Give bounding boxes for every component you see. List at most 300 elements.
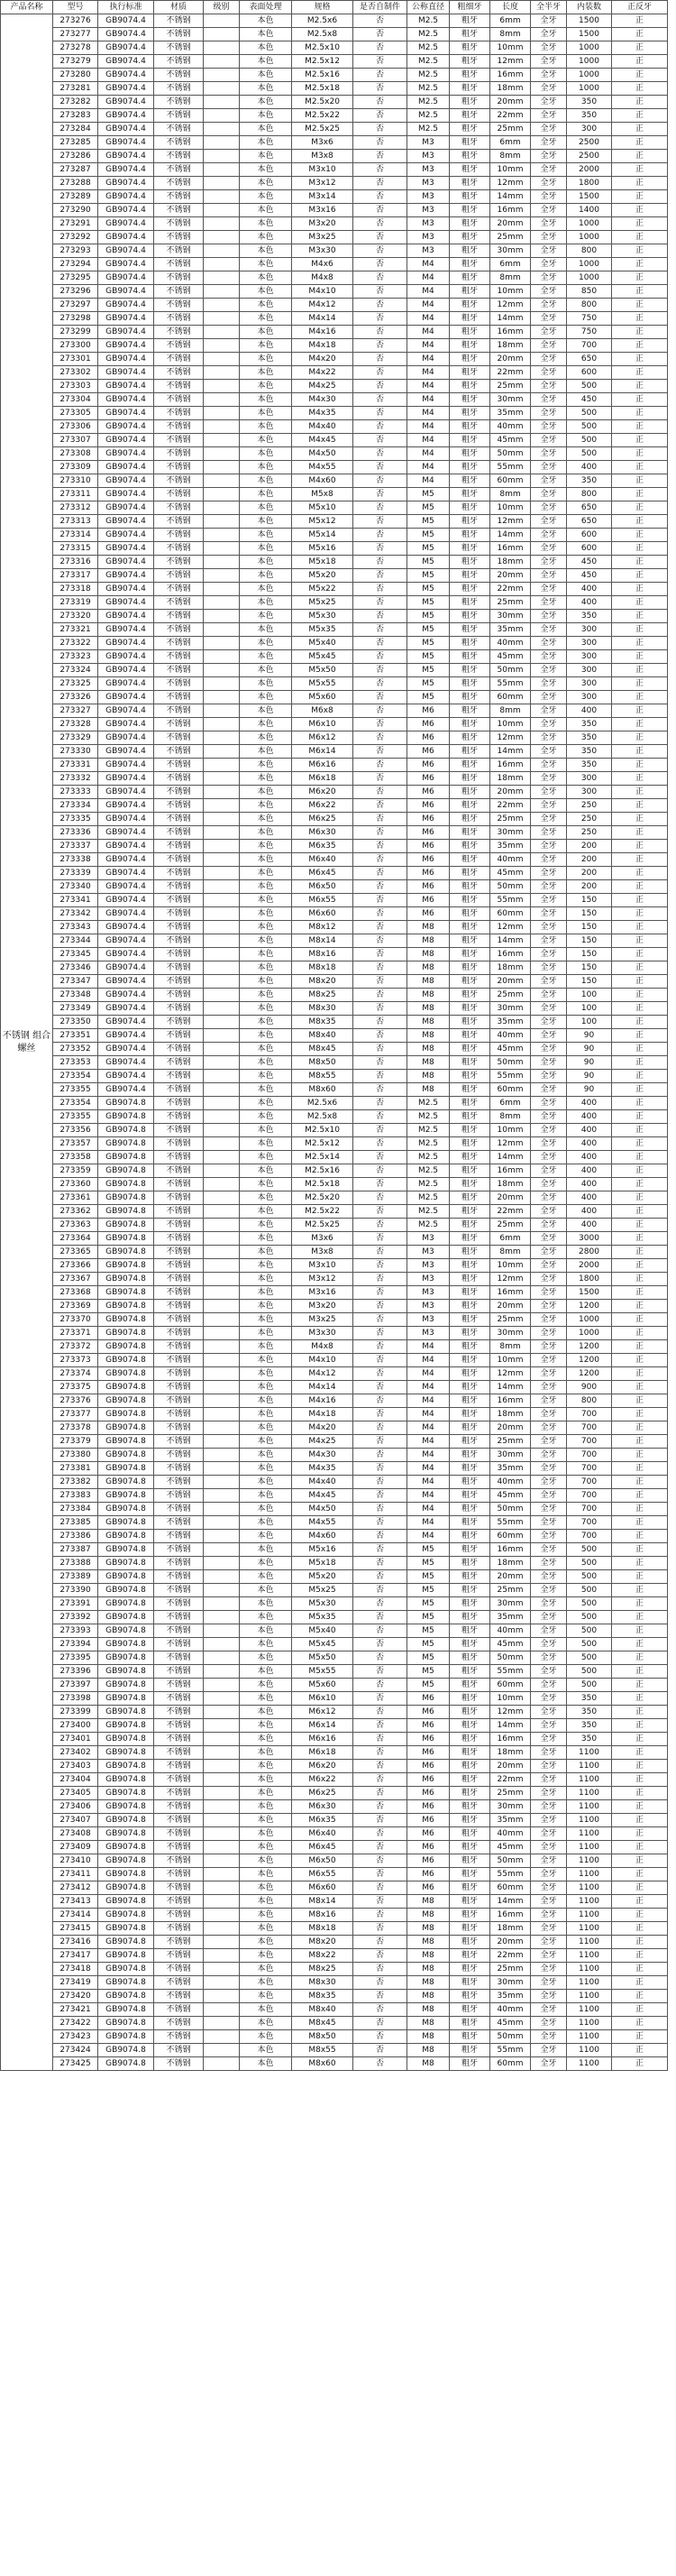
quantity-cell: 700 — [567, 1462, 612, 1476]
thread-cell: 粗牙 — [450, 1151, 490, 1164]
self-made-cell: 否 — [353, 393, 407, 407]
diameter-cell: M6 — [407, 1692, 450, 1706]
model-cell: 273298 — [53, 312, 98, 326]
model-cell: 273319 — [53, 596, 98, 610]
full-half-cell: 全牙 — [531, 1949, 567, 1963]
spec-cell: M8x60 — [292, 2057, 353, 2071]
direction-cell: 正 — [612, 1043, 668, 1056]
spec-cell: M4x30 — [292, 393, 353, 407]
table-row — [1, 1516, 668, 1530]
table-row — [1, 786, 668, 799]
length-cell: 14mm — [490, 1719, 531, 1733]
material-cell: 不锈钢 — [154, 1773, 204, 1787]
length-cell: 10mm — [490, 1354, 531, 1367]
length-cell: 12mm — [490, 177, 531, 190]
thread-cell: 粗牙 — [450, 1800, 490, 1814]
model-cell: 273277 — [53, 28, 98, 41]
surface-cell: 本色 — [240, 150, 292, 163]
grade-cell — [204, 190, 240, 204]
table-row — [1, 434, 668, 447]
standard-cell: GB9074.4 — [98, 285, 154, 299]
diameter-cell: M8 — [407, 1990, 450, 2003]
material-cell: 不锈钢 — [154, 339, 204, 353]
thread-cell: 粗牙 — [450, 461, 490, 474]
standard-cell: GB9074.8 — [98, 1151, 154, 1164]
diameter-cell: M4 — [407, 393, 450, 407]
length-cell: 25mm — [490, 1963, 531, 1976]
model-cell: 273359 — [53, 1164, 98, 1178]
grade-cell — [204, 1191, 240, 1205]
table-row — [1, 1611, 668, 1624]
surface-cell: 本色 — [240, 1922, 292, 1936]
thread-cell: 粗牙 — [450, 1381, 490, 1394]
standard-cell: GB9074.4 — [98, 813, 154, 826]
length-cell: 25mm — [490, 1313, 531, 1327]
self-made-cell: 否 — [353, 515, 407, 529]
material-cell: 不锈钢 — [154, 447, 204, 461]
spec-cell: M2.5x20 — [292, 1191, 353, 1205]
diameter-cell: M6 — [407, 799, 450, 813]
standard-cell: GB9074.4 — [98, 150, 154, 163]
surface-cell: 本色 — [240, 258, 292, 271]
diameter-cell: M3 — [407, 231, 450, 244]
model-cell: 273309 — [53, 461, 98, 474]
length-cell: 60mm — [490, 1530, 531, 1543]
quantity-cell: 500 — [567, 1679, 612, 1692]
direction-cell: 正 — [612, 1936, 668, 1949]
thread-cell: 粗牙 — [450, 718, 490, 731]
model-cell: 273353 — [53, 1056, 98, 1070]
table-row — [1, 96, 668, 109]
diameter-cell: M2.5 — [407, 41, 450, 55]
diameter-cell: M5 — [407, 1679, 450, 1692]
direction-cell: 正 — [612, 1462, 668, 1476]
full-half-cell: 全牙 — [531, 691, 567, 704]
quantity-cell: 700 — [567, 1489, 612, 1503]
diameter-cell: M4 — [407, 299, 450, 312]
material-cell: 不锈钢 — [154, 380, 204, 393]
spec-cell: M6x40 — [292, 853, 353, 867]
surface-cell: 本色 — [240, 1313, 292, 1327]
length-cell: 25mm — [490, 1435, 531, 1449]
model-cell: 273360 — [53, 1178, 98, 1191]
self-made-cell: 否 — [353, 231, 407, 244]
self-made-cell: 否 — [353, 1922, 407, 1936]
diameter-cell: M4 — [407, 1530, 450, 1543]
self-made-cell: 否 — [353, 1110, 407, 1124]
surface-cell: 本色 — [240, 1530, 292, 1543]
model-cell: 273401 — [53, 1733, 98, 1746]
table-row — [1, 488, 668, 501]
self-made-cell: 否 — [353, 28, 407, 41]
self-made-cell: 否 — [353, 813, 407, 826]
thread-cell: 粗牙 — [450, 1246, 490, 1259]
self-made-cell: 否 — [353, 786, 407, 799]
grade-cell — [204, 989, 240, 1002]
table-row — [1, 299, 668, 312]
quantity-cell: 700 — [567, 1476, 612, 1489]
full-half-cell: 全牙 — [531, 759, 567, 772]
spec-cell: M8x35 — [292, 1016, 353, 1029]
model-cell: 273279 — [53, 55, 98, 69]
table-row — [1, 285, 668, 299]
model-cell: 273400 — [53, 1719, 98, 1733]
spec-cell: M4x50 — [292, 447, 353, 461]
spec-cell: M8x12 — [292, 921, 353, 934]
grade-cell — [204, 1354, 240, 1367]
model-cell: 273363 — [53, 1219, 98, 1232]
standard-cell: GB9074.4 — [98, 366, 154, 380]
length-cell: 8mm — [490, 1110, 531, 1124]
full-half-cell: 全牙 — [531, 2017, 567, 2030]
grade-cell — [204, 1922, 240, 1936]
header-cell: 全半牙 — [531, 1, 567, 14]
grade-cell — [204, 894, 240, 907]
spec-cell: M2.5x8 — [292, 28, 353, 41]
surface-cell: 本色 — [240, 55, 292, 69]
standard-cell: GB9074.8 — [98, 1449, 154, 1462]
diameter-cell: M2.5 — [407, 1178, 450, 1191]
full-half-cell: 全牙 — [531, 271, 567, 285]
standard-cell: GB9074.4 — [98, 623, 154, 637]
direction-cell: 正 — [612, 1259, 668, 1273]
full-half-cell: 全牙 — [531, 731, 567, 745]
thread-cell: 粗牙 — [450, 556, 490, 569]
spec-cell: M6x12 — [292, 1706, 353, 1719]
direction-cell: 正 — [612, 1773, 668, 1787]
material-cell: 不锈钢 — [154, 1435, 204, 1449]
table-row — [1, 1029, 668, 1043]
standard-cell: GB9074.4 — [98, 339, 154, 353]
model-cell: 273383 — [53, 1489, 98, 1503]
thread-cell: 粗牙 — [450, 1597, 490, 1611]
thread-cell: 粗牙 — [450, 434, 490, 447]
table-row — [1, 759, 668, 772]
self-made-cell: 否 — [353, 447, 407, 461]
material-cell: 不锈钢 — [154, 975, 204, 989]
model-cell: 273318 — [53, 583, 98, 596]
standard-cell: GB9074.4 — [98, 177, 154, 190]
grade-cell — [204, 786, 240, 799]
length-cell: 18mm — [490, 1178, 531, 1191]
quantity-cell: 1100 — [567, 1963, 612, 1976]
model-cell: 273336 — [53, 826, 98, 840]
model-cell: 273404 — [53, 1773, 98, 1787]
self-made-cell: 否 — [353, 745, 407, 759]
surface-cell: 本色 — [240, 1949, 292, 1963]
model-cell: 273332 — [53, 772, 98, 786]
self-made-cell: 否 — [353, 1219, 407, 1232]
model-cell: 273365 — [53, 1246, 98, 1259]
model-cell: 273348 — [53, 989, 98, 1002]
direction-cell: 正 — [612, 271, 668, 285]
quantity-cell: 200 — [567, 853, 612, 867]
quantity-cell: 300 — [567, 677, 612, 691]
surface-cell: 本色 — [240, 664, 292, 677]
diameter-cell: M6 — [407, 894, 450, 907]
diameter-cell: M2.5 — [407, 123, 450, 136]
surface-cell: 本色 — [240, 813, 292, 826]
surface-cell: 本色 — [240, 447, 292, 461]
thread-cell: 粗牙 — [450, 1408, 490, 1421]
length-cell: 40mm — [490, 637, 531, 650]
surface-cell: 本色 — [240, 312, 292, 326]
thread-cell: 粗牙 — [450, 1854, 490, 1868]
standard-cell: GB9074.8 — [98, 2057, 154, 2071]
self-made-cell: 否 — [353, 1246, 407, 1259]
quantity-cell: 900 — [567, 1381, 612, 1394]
material-cell: 不锈钢 — [154, 1421, 204, 1435]
self-made-cell: 否 — [353, 109, 407, 123]
length-cell: 6mm — [490, 1232, 531, 1246]
thread-cell: 粗牙 — [450, 1990, 490, 2003]
self-made-cell: 否 — [353, 1976, 407, 1990]
material-cell: 不锈钢 — [154, 1070, 204, 1083]
direction-cell: 正 — [612, 853, 668, 867]
spec-cell: M8x55 — [292, 2044, 353, 2057]
quantity-cell: 1400 — [567, 204, 612, 217]
table-row — [1, 28, 668, 41]
length-cell: 45mm — [490, 1841, 531, 1854]
diameter-cell: M4 — [407, 285, 450, 299]
quantity-cell: 1100 — [567, 1827, 612, 1841]
spec-cell: M6x30 — [292, 1800, 353, 1814]
self-made-cell: 否 — [353, 1205, 407, 1219]
self-made-cell: 否 — [353, 217, 407, 231]
standard-cell: GB9074.8 — [98, 1097, 154, 1110]
surface-cell: 本色 — [240, 975, 292, 989]
self-made-cell: 否 — [353, 691, 407, 704]
spec-cell: M5x45 — [292, 650, 353, 664]
quantity-cell: 200 — [567, 880, 612, 894]
grade-cell — [204, 461, 240, 474]
diameter-cell: M4 — [407, 258, 450, 271]
spec-cell: M3x12 — [292, 1273, 353, 1286]
grade-cell — [204, 1097, 240, 1110]
table-row — [1, 217, 668, 231]
surface-cell: 本色 — [240, 1841, 292, 1854]
diameter-cell: M4 — [407, 407, 450, 420]
model-cell: 273284 — [53, 123, 98, 136]
length-cell: 18mm — [490, 1746, 531, 1760]
diameter-cell: M8 — [407, 1043, 450, 1056]
surface-cell: 本色 — [240, 109, 292, 123]
full-half-cell: 全牙 — [531, 1449, 567, 1462]
self-made-cell: 否 — [353, 1354, 407, 1367]
thread-cell: 粗牙 — [450, 1733, 490, 1746]
quantity-cell: 400 — [567, 1151, 612, 1164]
grade-cell — [204, 1151, 240, 1164]
model-cell: 273390 — [53, 1584, 98, 1597]
self-made-cell: 否 — [353, 1070, 407, 1083]
quantity-cell: 350 — [567, 731, 612, 745]
quantity-cell: 1800 — [567, 1273, 612, 1286]
standard-cell: GB9074.8 — [98, 1787, 154, 1800]
grade-cell — [204, 2003, 240, 2017]
spec-cell: M2.5x22 — [292, 1205, 353, 1219]
surface-cell: 本色 — [240, 1719, 292, 1733]
direction-cell: 正 — [612, 163, 668, 177]
table-row — [1, 1462, 668, 1476]
standard-cell: GB9074.4 — [98, 637, 154, 650]
diameter-cell: M6 — [407, 1760, 450, 1773]
direction-cell: 正 — [612, 826, 668, 840]
thread-cell: 粗牙 — [450, 596, 490, 610]
direction-cell: 正 — [612, 623, 668, 637]
surface-cell: 本色 — [240, 217, 292, 231]
surface-cell: 本色 — [240, 1097, 292, 1110]
standard-cell: GB9074.8 — [98, 1421, 154, 1435]
length-cell: 50mm — [490, 664, 531, 677]
self-made-cell: 否 — [353, 569, 407, 583]
length-cell: 30mm — [490, 1002, 531, 1016]
table-row — [1, 1841, 668, 1854]
direction-cell: 正 — [612, 109, 668, 123]
full-half-cell: 全牙 — [531, 840, 567, 853]
self-made-cell: 否 — [353, 1043, 407, 1056]
surface-cell: 本色 — [240, 1557, 292, 1570]
grade-cell — [204, 704, 240, 718]
material-cell: 不锈钢 — [154, 1503, 204, 1516]
full-half-cell: 全牙 — [531, 1300, 567, 1313]
direction-cell: 正 — [612, 366, 668, 380]
material-cell: 不锈钢 — [154, 1381, 204, 1394]
surface-cell: 本色 — [240, 623, 292, 637]
spec-cell: M6x18 — [292, 1746, 353, 1760]
full-half-cell: 全牙 — [531, 501, 567, 515]
direction-cell: 正 — [612, 1408, 668, 1421]
grade-cell — [204, 961, 240, 975]
table-row — [1, 41, 668, 55]
self-made-cell: 否 — [353, 1178, 407, 1191]
model-cell: 273424 — [53, 2044, 98, 2057]
table-row — [1, 1043, 668, 1056]
thread-cell: 粗牙 — [450, 2057, 490, 2071]
surface-cell: 本色 — [240, 637, 292, 650]
table-row — [1, 637, 668, 650]
model-cell: 273299 — [53, 326, 98, 339]
thread-cell: 粗牙 — [450, 1300, 490, 1313]
diameter-cell: M6 — [407, 1787, 450, 1800]
thread-cell: 粗牙 — [450, 380, 490, 393]
grade-cell — [204, 1814, 240, 1827]
table-row — [1, 1881, 668, 1895]
direction-cell: 正 — [612, 1300, 668, 1313]
table-row — [1, 1922, 668, 1936]
standard-cell: GB9074.4 — [98, 14, 154, 28]
material-cell: 不锈钢 — [154, 1408, 204, 1421]
diameter-cell: M3 — [407, 177, 450, 190]
thread-cell: 粗牙 — [450, 1922, 490, 1936]
self-made-cell: 否 — [353, 1029, 407, 1043]
diameter-cell: M6 — [407, 880, 450, 894]
diameter-cell: M8 — [407, 948, 450, 961]
length-cell: 45mm — [490, 434, 531, 447]
self-made-cell: 否 — [353, 380, 407, 393]
thread-cell: 粗牙 — [450, 1043, 490, 1056]
surface-cell: 本色 — [240, 691, 292, 704]
model-cell: 273409 — [53, 1841, 98, 1854]
thread-cell: 粗牙 — [450, 217, 490, 231]
diameter-cell: M3 — [407, 1232, 450, 1246]
direction-cell: 正 — [612, 1733, 668, 1746]
spec-cell: M8x45 — [292, 1043, 353, 1056]
thread-cell: 粗牙 — [450, 1827, 490, 1841]
self-made-cell: 否 — [353, 366, 407, 380]
full-half-cell: 全牙 — [531, 285, 567, 299]
quantity-cell: 400 — [567, 596, 612, 610]
length-cell: 60mm — [490, 1083, 531, 1097]
spec-cell: M6x20 — [292, 1760, 353, 1773]
thread-cell: 粗牙 — [450, 894, 490, 907]
thread-cell: 粗牙 — [450, 1949, 490, 1963]
quantity-cell: 1200 — [567, 1367, 612, 1381]
quantity-cell: 90 — [567, 1083, 612, 1097]
direction-cell: 正 — [612, 285, 668, 299]
direction-cell: 正 — [612, 1787, 668, 1800]
direction-cell: 正 — [612, 2003, 668, 2017]
spec-cell: M6x12 — [292, 731, 353, 745]
diameter-cell: M6 — [407, 867, 450, 880]
model-cell: 273349 — [53, 1002, 98, 1016]
standard-cell: GB9074.4 — [98, 529, 154, 542]
diameter-cell: M5 — [407, 488, 450, 501]
material-cell: 不锈钢 — [154, 1814, 204, 1827]
model-cell: 273362 — [53, 1205, 98, 1219]
material-cell: 不锈钢 — [154, 556, 204, 569]
grade-cell — [204, 1029, 240, 1043]
grade-cell — [204, 1002, 240, 1016]
table-row — [1, 826, 668, 840]
full-half-cell: 全牙 — [531, 1408, 567, 1421]
surface-cell: 本色 — [240, 1895, 292, 1909]
diameter-cell: M8 — [407, 1070, 450, 1083]
self-made-cell: 否 — [353, 136, 407, 150]
table-row — [1, 1124, 668, 1137]
table-row — [1, 664, 668, 677]
surface-cell: 本色 — [240, 1814, 292, 1827]
material-cell: 不锈钢 — [154, 461, 204, 474]
direction-cell: 正 — [612, 1029, 668, 1043]
standard-cell: GB9074.8 — [98, 1367, 154, 1381]
spec-cell: M5x40 — [292, 637, 353, 650]
self-made-cell: 否 — [353, 853, 407, 867]
length-cell: 12mm — [490, 731, 531, 745]
length-cell: 22mm — [490, 1773, 531, 1787]
thread-cell: 粗牙 — [450, 1679, 490, 1692]
self-made-cell: 否 — [353, 989, 407, 1002]
model-cell: 273393 — [53, 1624, 98, 1638]
model-cell: 273286 — [53, 150, 98, 163]
surface-cell: 本色 — [240, 1259, 292, 1273]
diameter-cell: M5 — [407, 1665, 450, 1679]
direction-cell: 正 — [612, 2044, 668, 2057]
table-row — [1, 1435, 668, 1449]
grade-cell — [204, 948, 240, 961]
self-made-cell: 否 — [353, 1327, 407, 1340]
table-row — [1, 1394, 668, 1408]
spec-cell: M4x20 — [292, 353, 353, 366]
model-cell: 273374 — [53, 1367, 98, 1381]
standard-cell: GB9074.4 — [98, 840, 154, 853]
direction-cell: 正 — [612, 1611, 668, 1624]
spec-cell: M3x6 — [292, 1232, 353, 1246]
diameter-cell: M4 — [407, 366, 450, 380]
table-row — [1, 880, 668, 894]
spec-cell: M8x16 — [292, 1909, 353, 1922]
quantity-cell: 1100 — [567, 2057, 612, 2071]
length-cell: 22mm — [490, 366, 531, 380]
